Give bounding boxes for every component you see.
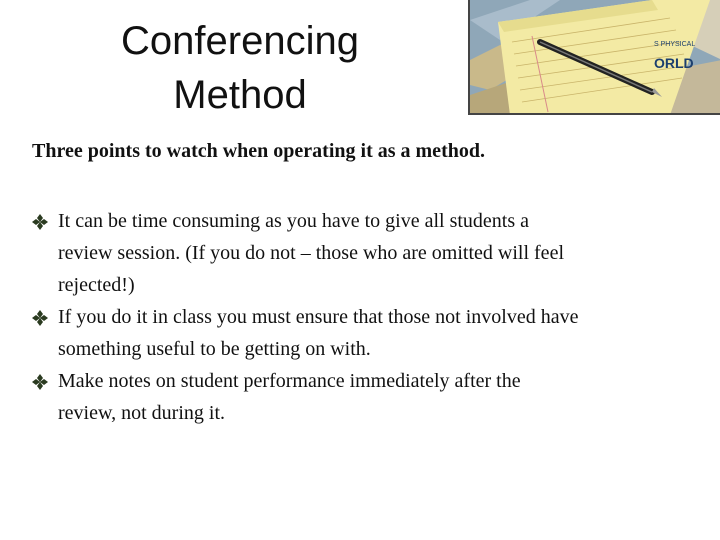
slide-subtitle: Three points to watch when operating it as a method. bbox=[32, 140, 485, 162]
notepad-pen-illustration bbox=[470, 0, 720, 115]
bullet-item bbox=[32, 365, 712, 429]
bullet-item bbox=[32, 301, 712, 365]
bullet-line: It can be time consuming as you have to give all students a bbox=[58, 210, 529, 232]
bullet-item bbox=[32, 205, 712, 301]
notepad-pen-image bbox=[468, 0, 720, 115]
bullet-line: something useful to be getting on with. bbox=[58, 338, 371, 360]
bullet-line: Make notes on student performance immediately after the bbox=[58, 370, 521, 392]
map-text-2: ORLD bbox=[654, 55, 694, 71]
title-line-2: Method bbox=[173, 73, 307, 117]
diamond-bullet-icon bbox=[32, 374, 48, 390]
bullet-line: review session. (If you do not – those who are omitted will feel bbox=[58, 242, 564, 264]
bullet-line: If you do it in class you must ensure that those not involved have bbox=[58, 306, 579, 328]
bullet-line: rejected!) bbox=[58, 274, 135, 296]
map-text-1: S PHYSICAL bbox=[654, 41, 696, 48]
bullet-list bbox=[32, 205, 712, 429]
title-line-1: Conferencing bbox=[121, 19, 359, 63]
diamond-bullet-icon bbox=[32, 310, 48, 326]
bullet-line: review, not during it. bbox=[58, 402, 226, 424]
diamond-bullet-icon bbox=[32, 214, 48, 230]
slide-title bbox=[60, 14, 420, 122]
